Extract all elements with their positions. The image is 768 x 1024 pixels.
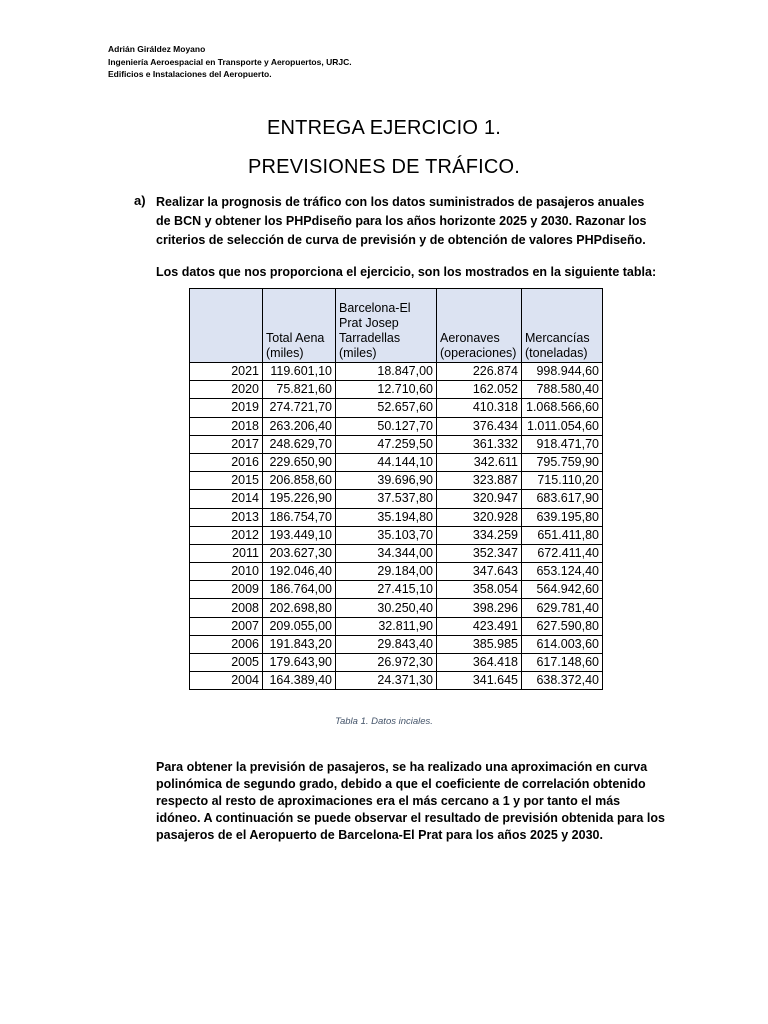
cell-aeronaves: 341.645 <box>437 672 522 690</box>
course-line: Edificios e Instalaciones del Aeropuerto. <box>108 69 272 79</box>
cell-aeronaves: 423.491 <box>437 617 522 635</box>
cell-aeronaves: 358.054 <box>437 581 522 599</box>
cell-year: 2015 <box>190 472 263 490</box>
table-row <box>190 599 603 617</box>
cell-mercancias: 629.781,40 <box>522 599 603 617</box>
cell-total-aena: 274.721,70 <box>263 399 336 417</box>
table-row <box>190 435 603 453</box>
table-row <box>190 399 603 417</box>
cell-total-aena: 192.046,40 <box>263 563 336 581</box>
cell-total-aena: 195.226,90 <box>263 490 336 508</box>
table-row <box>190 363 603 381</box>
body-paragraph: Para obtener la previsión de pasajeros, se ha realizado una aproximación en curva polinómica de segundo grado, debido a que el coeficiente de correlación obtenido respecto al resto de aproximaciones era el más cercano a 1 y por tanto el más idóneo. A continuación se puede observar el resultado de previsión obtenida para los pasajeros de el Aeropuerto de Barcelona-El Prat para los años 2025 y 2030. <box>156 760 665 842</box>
cell-year: 2020 <box>190 381 263 399</box>
table-row <box>190 654 603 672</box>
cell-year: 2014 <box>190 490 263 508</box>
cell-mercancias: 639.195,80 <box>522 508 603 526</box>
cell-barcelona: 24.371,30 <box>336 672 437 690</box>
cell-total-aena: 229.650,90 <box>263 453 336 471</box>
page-title: ENTREGA EJERCICIO 1. <box>266 117 502 139</box>
cell-mercancias: 918.471,70 <box>522 435 603 453</box>
cell-year: 2008 <box>190 599 263 617</box>
cell-aeronaves: 342.611 <box>437 453 522 471</box>
cell-year: 2013 <box>190 508 263 526</box>
cell-barcelona: 27.415,10 <box>336 581 437 599</box>
table-row <box>190 453 603 471</box>
cell-year: 2010 <box>190 563 263 581</box>
traffic-data-table <box>189 288 603 690</box>
cell-total-aena: 179.643,90 <box>263 654 336 672</box>
cell-barcelona: 26.972,30 <box>336 654 437 672</box>
cell-barcelona: 35.103,70 <box>336 526 437 544</box>
cell-barcelona: 18.847,00 <box>336 363 437 381</box>
table-row <box>190 544 603 562</box>
cell-mercancias: 1.011.054,60 <box>522 417 603 435</box>
table-row <box>190 581 603 599</box>
table-row <box>190 472 603 490</box>
cell-barcelona: 34.344,00 <box>336 544 437 562</box>
header-barcelona: Barcelona-El Prat Josep Tarradellas (miles) <box>336 289 437 363</box>
cell-year: 2011 <box>190 544 263 562</box>
cell-aeronaves: 334.259 <box>437 526 522 544</box>
cell-mercancias: 1.068.566,60 <box>522 399 603 417</box>
cell-aeronaves: 398.296 <box>437 599 522 617</box>
header-aeronaves: Aeronaves (operaciones) <box>437 289 522 363</box>
cell-mercancias: 638.372,40 <box>522 672 603 690</box>
cell-year: 2017 <box>190 435 263 453</box>
header-total-aena: Total Aena (miles) <box>263 289 336 363</box>
cell-total-aena: 164.389,40 <box>263 672 336 690</box>
table-row <box>190 617 603 635</box>
cell-aeronaves: 361.332 <box>437 435 522 453</box>
table-row <box>190 563 603 581</box>
cell-mercancias: 998.944,60 <box>522 363 603 381</box>
cell-aeronaves: 320.947 <box>437 490 522 508</box>
cell-mercancias: 651.411,80 <box>522 526 603 544</box>
cell-mercancias: 715.110,20 <box>522 472 603 490</box>
cell-mercancias: 653.124,40 <box>522 563 603 581</box>
table-row <box>190 417 603 435</box>
cell-total-aena: 191.843,20 <box>263 635 336 653</box>
cell-total-aena: 263.206,40 <box>263 417 336 435</box>
cell-year: 2018 <box>190 417 263 435</box>
cell-mercancias: 795.759,90 <box>522 453 603 471</box>
cell-aeronaves: 352.347 <box>437 544 522 562</box>
document-header <box>108 43 352 81</box>
cell-barcelona: 29.184,00 <box>336 563 437 581</box>
cell-mercancias: 672.411,40 <box>522 544 603 562</box>
cell-aeronaves: 410.318 <box>437 399 522 417</box>
table-header-row <box>190 289 603 363</box>
cell-aeronaves: 226.874 <box>437 363 522 381</box>
cell-mercancias: 614.003,60 <box>522 635 603 653</box>
cell-mercancias: 683.617,90 <box>522 490 603 508</box>
cell-barcelona: 52.657,60 <box>336 399 437 417</box>
cell-barcelona: 29.843,40 <box>336 635 437 653</box>
cell-year: 2019 <box>190 399 263 417</box>
cell-barcelona: 35.194,80 <box>336 508 437 526</box>
cell-barcelona: 37.537,80 <box>336 490 437 508</box>
cell-total-aena: 186.764,00 <box>263 581 336 599</box>
cell-aeronaves: 376.434 <box>437 417 522 435</box>
cell-total-aena: 75.821,60 <box>263 381 336 399</box>
cell-mercancias: 627.590,80 <box>522 617 603 635</box>
cell-total-aena: 203.627,30 <box>263 544 336 562</box>
table-row <box>190 490 603 508</box>
cell-barcelona: 39.696,90 <box>336 472 437 490</box>
cell-total-aena: 206.858,60 <box>263 472 336 490</box>
cell-total-aena: 209.055,00 <box>263 617 336 635</box>
cell-mercancias: 564.942,60 <box>522 581 603 599</box>
question-text: Realizar la prognosis de tráfico con los datos suministrados de pasajeros anuales de BCN y obtener los PHPdiseño para los años horizonte 2025 y 2030. Razonar los criterios de selección de curva de previsión y de obtención de valores PHPdiseño. <box>156 195 647 247</box>
cell-total-aena: 119.601,10 <box>263 363 336 381</box>
cell-barcelona: 12.710,60 <box>336 381 437 399</box>
cell-barcelona: 44.144,10 <box>336 453 437 471</box>
cell-total-aena: 193.449,10 <box>263 526 336 544</box>
cell-year: 2012 <box>190 526 263 544</box>
cell-barcelona: 47.259,50 <box>336 435 437 453</box>
table-caption: Tabla 1. Datos inciales. <box>335 716 433 727</box>
cell-year: 2004 <box>190 672 263 690</box>
cell-year: 2009 <box>190 581 263 599</box>
question-marker: a) <box>134 193 146 208</box>
cell-total-aena: 186.754,70 <box>263 508 336 526</box>
cell-aeronaves: 347.643 <box>437 563 522 581</box>
cell-barcelona: 50.127,70 <box>336 417 437 435</box>
header-mercancias: Mercancías (toneladas) <box>522 289 603 363</box>
cell-aeronaves: 385.985 <box>437 635 522 653</box>
table-row <box>190 635 603 653</box>
header-year <box>190 289 263 363</box>
degree-line: Ingeniería Aeroespacial en Transporte y Aeropuertos, URJC. <box>108 56 352 67</box>
cell-mercancias: 617.148,60 <box>522 654 603 672</box>
cell-year: 2006 <box>190 635 263 653</box>
cell-aeronaves: 320.928 <box>437 508 522 526</box>
cell-aeronaves: 162.052 <box>437 381 522 399</box>
cell-barcelona: 32.811,90 <box>336 617 437 635</box>
page-subtitle: PREVISIONES DE TRÁFICO. <box>247 156 521 178</box>
cell-barcelona: 30.250,40 <box>336 599 437 617</box>
table-row <box>190 672 603 690</box>
cell-mercancias: 788.580,40 <box>522 381 603 399</box>
cell-year: 2016 <box>190 453 263 471</box>
cell-year: 2007 <box>190 617 263 635</box>
cell-total-aena: 248.629,70 <box>263 435 336 453</box>
cell-aeronaves: 364.418 <box>437 654 522 672</box>
cell-year: 2021 <box>190 363 263 381</box>
table-row <box>190 381 603 399</box>
author-name: Adrián Giráldez Moyano <box>108 44 206 54</box>
cell-total-aena: 202.698,80 <box>263 599 336 617</box>
table-intro: Los datos que nos proporciona el ejercicio, son los mostrados en la siguiente tabla: <box>156 265 657 279</box>
table-row <box>190 526 603 544</box>
cell-aeronaves: 323.887 <box>437 472 522 490</box>
table-row <box>190 508 603 526</box>
cell-year: 2005 <box>190 654 263 672</box>
